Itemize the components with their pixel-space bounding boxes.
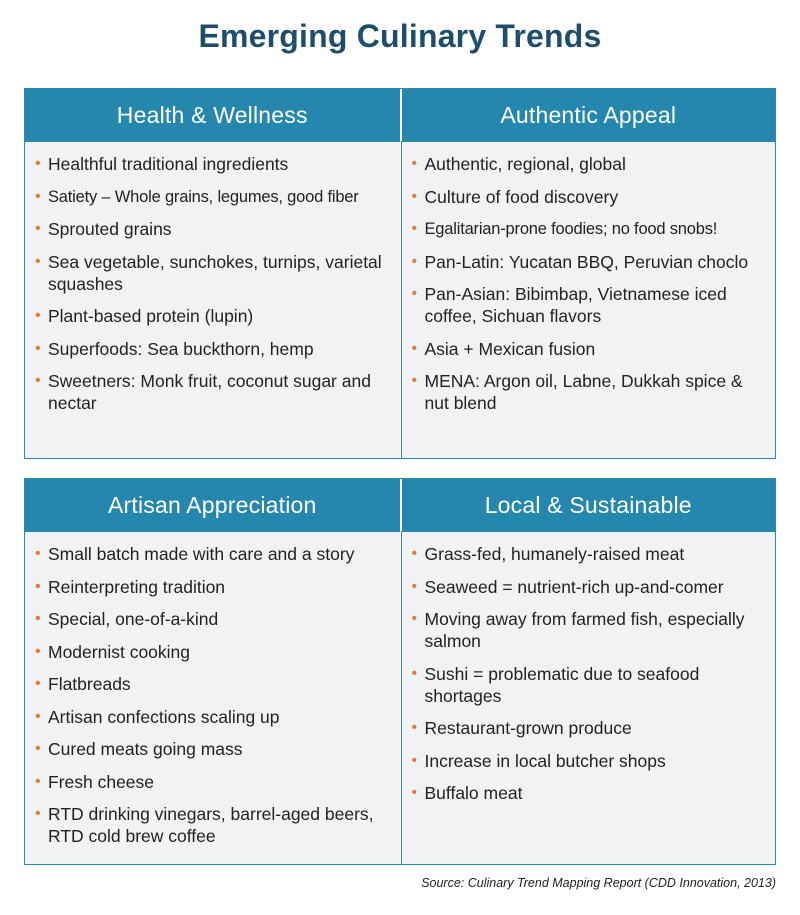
trend-item <box>35 706 390 728</box>
bullet-icon: • <box>35 772 41 790</box>
trend-item-text: Fresh cheese <box>48 771 155 792</box>
section-body <box>25 531 400 864</box>
trend-item <box>35 771 390 793</box>
trend-item <box>412 153 766 175</box>
trend-item-text: Special, one-of-a-kind <box>48 609 219 629</box>
trend-item <box>35 608 390 630</box>
trend-item-text: Buffalo meat <box>424 783 523 803</box>
bullet-icon: • <box>35 675 41 692</box>
trend-item <box>35 251 390 295</box>
trend-item <box>35 673 390 695</box>
trend-item <box>35 803 390 847</box>
trend-item-text: Pan-Latin: Yucatan BBQ, Peruvian choclo <box>424 251 749 272</box>
trend-list <box>35 543 390 847</box>
bullet-icon: • <box>35 545 41 562</box>
bullet-icon: • <box>411 155 418 172</box>
trend-item-text: Cured meats going mass <box>48 739 243 759</box>
trend-item <box>35 641 390 663</box>
bullet-icon: • <box>411 252 418 270</box>
trend-item-text: Sushi = problematic due to seafood shortages <box>424 663 700 706</box>
trend-item-text: Culture of food discovery <box>424 186 619 207</box>
page-title: Emerging Culinary Trends <box>198 18 602 54</box>
bullet-icon: • <box>411 610 418 627</box>
trend-item-text: Satiety – Whole grains, legumes, good fiber <box>48 187 359 206</box>
trend-item-text: Sprouted grains <box>48 219 172 239</box>
trend-item-text: Modernist cooking <box>48 641 191 662</box>
section-local-sustainable <box>400 479 776 864</box>
trend-item-text: Asia + Mexican fusion <box>424 338 596 359</box>
bullet-icon: • <box>411 220 417 237</box>
bullet-icon: • <box>35 577 41 595</box>
bullet-icon: • <box>411 751 418 769</box>
trend-item-text: Grass-fed, humanely-raised meat <box>424 544 685 564</box>
trend-item-text: Pan-Asian: Bibimbap, Vietnamese iced coffee, Sichuan flavors <box>424 284 727 326</box>
trend-item <box>35 186 390 208</box>
trend-item <box>35 576 390 598</box>
trend-item-text: Restaurant-grown produce <box>424 718 632 738</box>
trend-item <box>35 305 390 327</box>
trend-item-text: Moving away from farmed fish, especially salmon <box>424 609 745 651</box>
source-citation: Source: Culinary Trend Mapping Report (CDD Innovation, 2013) <box>421 876 776 890</box>
section-body <box>25 141 400 458</box>
bullet-icon: • <box>411 285 418 302</box>
bullet-icon: • <box>35 707 41 725</box>
bullet-icon: • <box>35 339 41 357</box>
bullet-icon: • <box>35 187 41 205</box>
section-heading: Local & Sustainable <box>401 479 776 531</box>
bullet-icon: • <box>411 719 418 736</box>
trend-item-text: Superfoods: Sea buckthorn, hemp <box>48 338 314 359</box>
trend-item-text: MENA: Argon oil, Labne, Dukkah spice & nut blend <box>424 371 743 413</box>
trend-item-text: Egalitarian-prone foodies; no food snobs! <box>424 220 718 238</box>
bullet-icon: • <box>411 664 418 682</box>
bullet-icon: • <box>35 740 41 757</box>
trend-item-text: Increase in local butcher shops <box>424 750 666 771</box>
trend-item <box>412 283 766 327</box>
bullet-icon: • <box>35 805 41 822</box>
trends-grid-bottom <box>24 478 776 865</box>
trend-item <box>412 782 766 804</box>
trend-item-text: RTD drinking vinegars, barrel-aged beers, RTD cold brew coffee <box>48 804 374 846</box>
trend-item-text: Reinterpreting tradition <box>48 576 226 597</box>
trend-item <box>412 576 766 598</box>
bullet-icon: • <box>35 372 41 389</box>
trend-item <box>35 370 390 414</box>
bullet-icon: • <box>35 642 41 660</box>
trend-item-text: Sweetners: Monk fruit, coconut sugar and nectar <box>48 371 371 413</box>
bullet-icon: • <box>35 220 41 237</box>
trend-item <box>412 543 766 565</box>
trend-list <box>412 153 766 414</box>
trend-item-text: Sea vegetable, sunchokes, turnips, varietal squashes <box>48 251 382 294</box>
trend-list <box>412 543 766 804</box>
trend-item <box>412 218 766 240</box>
trend-item <box>412 370 766 414</box>
trend-item <box>412 717 766 739</box>
trend-item-text: Flatbreads <box>48 674 131 694</box>
trend-item-text: Healthful traditional ingredients <box>48 154 289 174</box>
section-heading: Health & Wellness <box>25 89 400 141</box>
trend-item-text: Small batch made with care and a story <box>48 544 355 564</box>
trend-item <box>35 543 390 565</box>
bullet-icon: • <box>35 307 41 324</box>
section-body <box>401 531 776 864</box>
bullet-icon: • <box>35 155 41 172</box>
bullet-icon: • <box>35 610 41 627</box>
section-heading: Artisan Appreciation <box>25 479 400 531</box>
bullet-icon: • <box>411 784 418 801</box>
trend-item <box>412 251 766 273</box>
section-artisan-appreciation <box>25 479 400 864</box>
trend-item <box>412 186 766 208</box>
bullet-icon: • <box>411 372 418 389</box>
trend-item <box>412 663 766 707</box>
bullet-icon: • <box>411 545 418 562</box>
bullet-icon: • <box>35 252 41 270</box>
trends-grid-top <box>24 88 776 459</box>
trend-list <box>35 153 390 414</box>
section-health-wellness <box>25 89 400 458</box>
trend-item <box>412 608 766 652</box>
trend-item <box>412 750 766 772</box>
bullet-icon: • <box>411 339 418 357</box>
bullet-icon: • <box>411 577 418 595</box>
section-body <box>401 141 776 458</box>
section-authentic-appeal <box>400 89 776 458</box>
trend-item <box>35 153 390 175</box>
trend-item <box>35 218 390 240</box>
trend-item-text: Seaweed = nutrient-rich up-and-comer <box>424 576 724 597</box>
trend-item <box>412 338 766 360</box>
trend-item-text: Plant-based protein (lupin) <box>48 306 254 326</box>
trend-item-text: Artisan confections scaling up <box>48 706 280 727</box>
trend-item <box>35 338 390 360</box>
bullet-icon: • <box>411 187 418 205</box>
trend-item-text: Authentic, regional, global <box>424 154 626 174</box>
section-heading: Authentic Appeal <box>401 89 776 141</box>
trend-item <box>35 738 390 760</box>
